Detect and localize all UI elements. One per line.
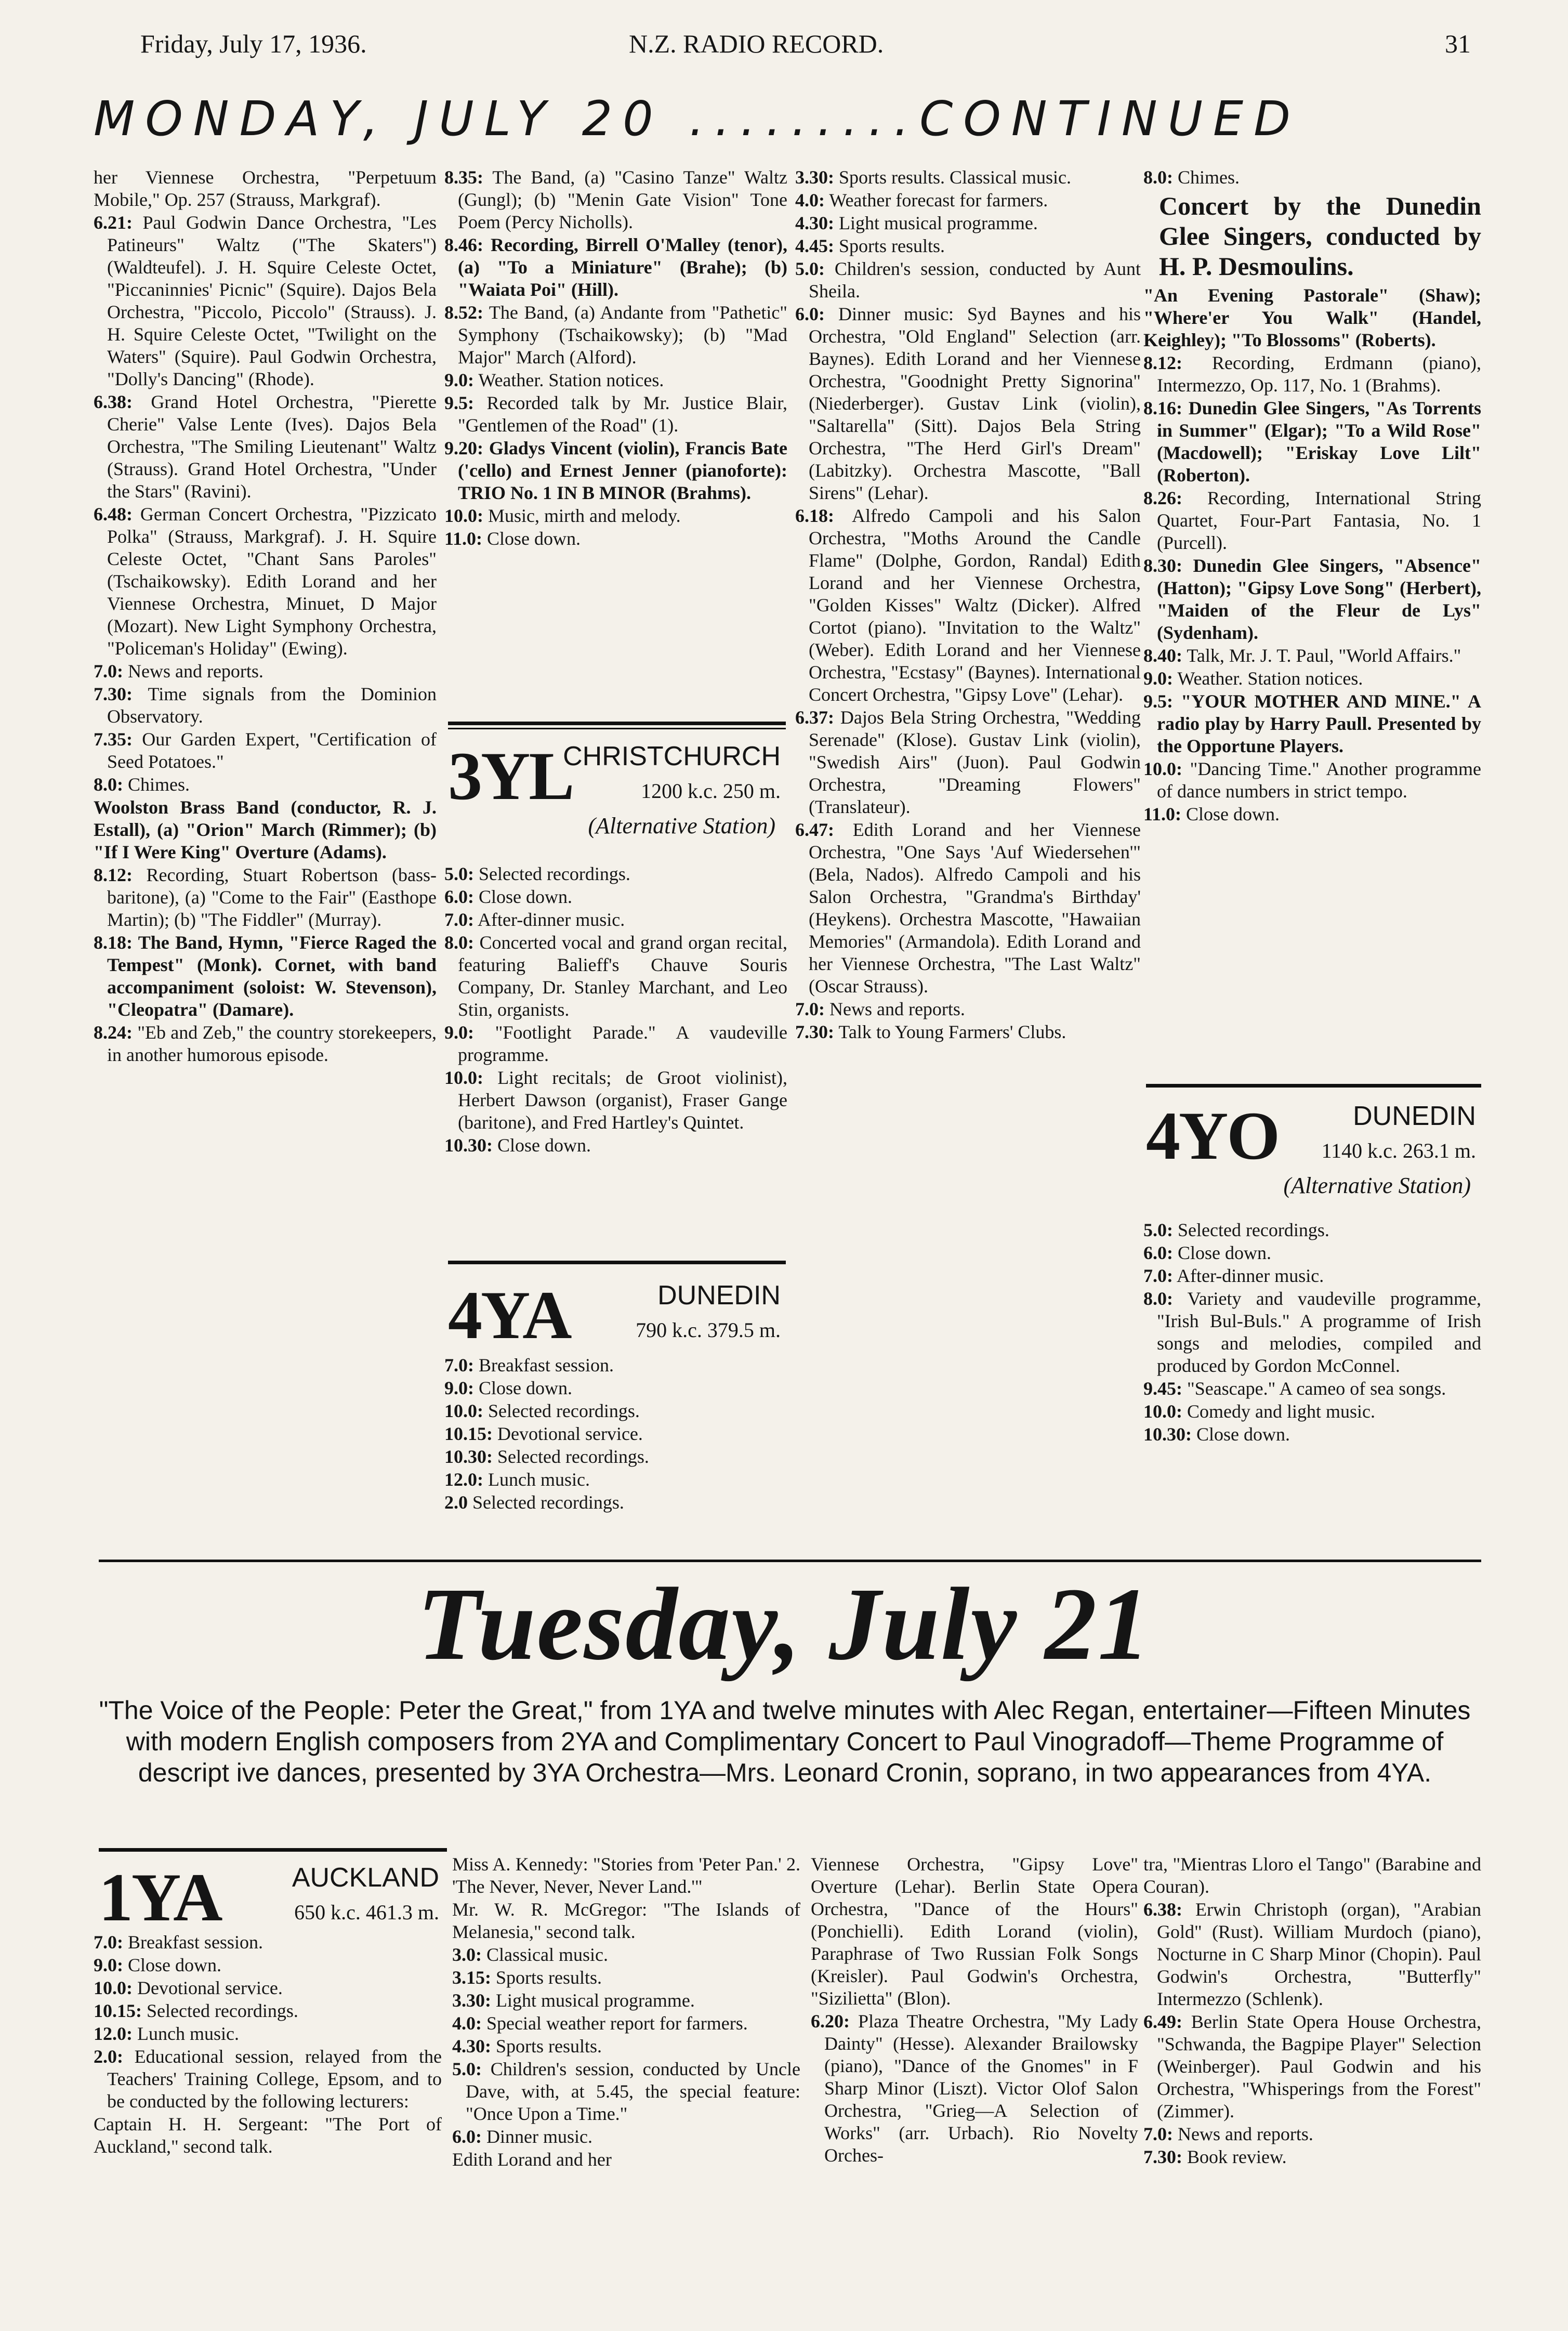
entry-time: 6.48: <box>94 504 133 525</box>
entry-time: 9.0: <box>94 1955 123 1975</box>
station-block-1ya <box>99 1851 444 1935</box>
entry-text: Berlin State Opera House Orchestra, "Schwanda, the Bagpipe Player" Selection (Weinberger). Paul Godwin and his Orchestra, "Whisperings from the Forest" (Zimmer). <box>1157 2011 1481 2122</box>
entry-time: 8.12: <box>1143 352 1182 373</box>
station-city: DUNEDIN <box>657 1280 781 1311</box>
entry-text: Paul Godwin Dance Orchestra, "Les Patineurs" Waltz ("The Skaters") (Waldteufel). J. H. Squire Celeste Octet, "Piccaninnies' Picnic" (Squire). Dajos Bela Orchestra, "Piccolo, Piccolo" (Strauss). J. H. Squire Celeste Octet, "Twilight on the Waters" (Squire). Paul Godwin Orchestra, "Dolly's Dancing" (Rhode). <box>107 212 437 389</box>
programme-entry <box>1143 2123 1481 2145</box>
entry-time: 10.0: <box>1143 1401 1182 1422</box>
programme-entry <box>444 886 787 908</box>
station-city: AUCKLAND <box>292 1863 439 1893</box>
entry-time: 9.0: <box>444 1022 474 1043</box>
programme-entry <box>444 1469 787 1491</box>
entry-time: 3.0: <box>452 1944 482 1965</box>
entry-time: 6.47: <box>795 819 834 840</box>
entry-text: Concerted vocal and grand organ recital, featuring Balieff's Chauve Souris Company, Dr. Stanley Marchant, and Leo Stin, organists. <box>458 932 787 1020</box>
programme-entry <box>1143 555 1481 644</box>
entry-text: Dunedin Glee Singers, "Absence" (Hatton); "Gipsy Love Song" (Herbert), "Maiden of the Fleur de Lys" (Sydenham). <box>1157 555 1481 643</box>
entry-time: 8.35: <box>444 167 483 188</box>
programme-entry <box>94 2046 442 2113</box>
programme-entry <box>795 166 1141 189</box>
day-banner: MONDAY, JULY 20 .........CONTINUED <box>94 91 1301 147</box>
programme-entry <box>94 683 437 728</box>
entry-text: Gladys Vincent (violin), Francis Bate ('cello) and Ernest Jenner (pianoforte): TRIO No. 1 IN B MINOR (Brahms). <box>458 438 787 503</box>
entry-text: Chimes. <box>128 774 190 795</box>
entry-text: Dinner music: Syd Baynes and his Orchestra, "Old England" Selection (arr. Baynes). Edith Lorand and her Viennese Orchestra, "Goodnight Pretty Signorina" (Niederberger). Gustav Link (violin), "Saltarella" (Sitt). Dajos Bela String Orchestra, "The Herd Girl's Dream" (Labitzky). Orchestra Mascotte, "Ball Sirens" (Lehar). <box>809 304 1141 503</box>
programme-entry <box>1143 1400 1481 1423</box>
entry-time: 8.0: <box>1143 167 1173 188</box>
entry-text: Close down. <box>1196 1424 1290 1445</box>
programme-entry <box>452 2126 800 2148</box>
entry-text: Close down. <box>479 886 572 907</box>
entry-time: 8.30: <box>1143 555 1182 576</box>
entry-text: Viennese Orchestra, "Gipsy Love" Overture (Lehar). Berlin State Opera Orchestra, "Dance of the Hours" (Ponchielli). Edith Lorand (violin), Paraphrase of Two Russian Folk Songs (Kreisler). Paul Godwin's Orchestra, "Sizilietta" (Blon). <box>811 1854 1138 2009</box>
entry-time: 4.45: <box>795 235 834 256</box>
programme-entry <box>94 1931 442 1954</box>
entry-time: 4.0: <box>795 190 825 211</box>
programme-entry <box>1143 166 1481 189</box>
programme-entry <box>444 1067 787 1134</box>
entry-text: News and reports. <box>829 999 965 1019</box>
programme-entry <box>795 235 1141 257</box>
programme-entry <box>795 505 1141 706</box>
entry-text: German Concert Orchestra, "Pizzicato Polka" (Strauss, Markgraf). J. H. Squire Celeste Octet, "Chant Sans Paroles" (Tschaikowsky). Edith Lorand and her Viennese Orchestra, Minuet, D Major (Mozart). New Light Symphony Orchestra, "Policeman's Holiday" (Ewing). <box>107 504 437 659</box>
programme-entry <box>452 2058 800 2125</box>
programme-entry <box>795 819 1141 998</box>
entry-time: 8.24: <box>94 1022 133 1043</box>
programme-entry <box>444 1446 787 1468</box>
entry-time: 6.37: <box>795 707 834 728</box>
monday-column-4-bottom <box>1143 1219 1481 1552</box>
entry-time: 7.0: <box>94 1932 123 1953</box>
entry-time: 9.5: <box>444 392 474 413</box>
station-code: 3YL <box>448 738 573 814</box>
entry-text: Light recitals; de Groot violinist), Herbert Dawson (organist), Fraser Gange (baritone), and Fred Hartley's Quintet. <box>458 1067 787 1133</box>
programme-entry <box>444 932 787 1021</box>
programme-entry <box>452 2012 800 2035</box>
programme-entry <box>444 1134 787 1157</box>
programme-entry <box>444 234 787 301</box>
programme-entry <box>795 1021 1141 1043</box>
entry-text: Classical music. <box>486 1944 608 1965</box>
station-block-4yo <box>1146 1089 1481 1203</box>
entry-text: News and reports. <box>128 661 263 682</box>
entry-time: 4.0: <box>452 2013 482 2034</box>
programme-entry <box>452 1989 800 2012</box>
entry-time: 6.49: <box>1143 2011 1182 2032</box>
programme-entry <box>452 1967 800 1989</box>
entry-text: Book review. <box>1187 2146 1287 2167</box>
entry-time: 3.15: <box>452 1967 491 1988</box>
entry-time: 8.12: <box>94 865 133 885</box>
programme-entry <box>94 212 437 390</box>
monday-column-2-middle <box>444 863 787 1258</box>
entry-time: 9.0: <box>444 1378 474 1398</box>
entry-time: 9.0: <box>1143 668 1173 689</box>
tuesday-title: Tuesday, July 21 <box>417 1567 1151 1682</box>
entry-time: 5.0: <box>1143 1220 1173 1240</box>
entry-text: Weather forecast for farmers. <box>829 190 1048 211</box>
programme-entry <box>1143 1265 1481 1287</box>
entry-text: Breakfast session. <box>479 1355 614 1376</box>
entry-time: 12.0: <box>444 1469 483 1490</box>
programme-entry <box>94 864 437 931</box>
entry-time: 11.0: <box>444 528 483 549</box>
entry-text: Lunch music. <box>488 1469 590 1490</box>
entry-time: 6.21: <box>94 212 133 233</box>
entry-text: Grand Hotel Orchestra, "Pierette Cherie" Valse Lente (Ives). Dajos Bela Orchestra, "The Smiling Lieutenant" Waltz (Strauss). Grand Hotel Orchestra, "Under the Stars" (Ravini). <box>107 391 437 502</box>
station-frequency: 650 k.c. 461.3 m. <box>294 1901 439 1924</box>
entry-time: 7.0: <box>444 1355 474 1376</box>
programme-entry <box>94 2113 442 2158</box>
entry-time: 12.0: <box>94 2023 133 2044</box>
entry-text: Children's session, conducted by Uncle Dave, with, at 5.45, the special feature: "Once Upon a Time." <box>466 2059 800 2124</box>
programme-entry <box>1143 284 1481 351</box>
station-rule <box>448 722 786 725</box>
programme-entry <box>94 2000 442 2022</box>
entry-text: The Band, Hymn, "Fierce Raged the Tempest" (Monk). Cornet, with band accompaniment (soloist: W. Stevenson), "Cleopatra" (Damare). <box>107 932 437 1020</box>
entry-text: Sports results. <box>496 2036 602 2057</box>
entry-time: 10.0: <box>94 1978 133 1998</box>
programme-entry <box>444 1022 787 1066</box>
programme-entry <box>795 706 1141 818</box>
entry-time: 5.0: <box>452 2059 482 2079</box>
programme-entry <box>94 1022 437 1066</box>
entry-time: 4.30: <box>452 2036 491 2057</box>
station-rule <box>448 1261 786 1264</box>
programme-entry <box>444 392 787 437</box>
entry-time: 5.0: <box>444 863 474 884</box>
entry-text: "YOUR MOTHER AND MINE." A radio play by Harry Paull. Presented by the Opportune Players. <box>1157 691 1481 756</box>
tuesday-column-3 <box>811 1853 1138 2311</box>
entry-text: Alfredo Campoli and his Salon Orchestra, "Moths Around the Candle Flame" (Dolphe, Gordon, Randal) Edith Lorand and her Viennese Orchestra, "Golden Kisses" Waltz (Dicker). Alfred Cortot (piano). "Invitation to the Waltz" (Weber). Edith Lorand and her Viennese Orchestra, "Ecstasy" (Baynes). International Concert Orchestra, "Gipsy Love" (Lehar). <box>809 505 1141 705</box>
entry-text: Captain H. H. Sergeant: "The Port of Auckland," second talk. <box>94 2114 442 2157</box>
programme-entry <box>1143 397 1481 487</box>
entry-text: Recording, Erdmann (piano), Intermezzo, Op. 117, No. 1 (Brahms). <box>1157 352 1481 396</box>
entry-time: 8.46: <box>444 234 483 255</box>
entry-text: Selected recordings. <box>497 1446 649 1467</box>
station-code: 1YA <box>99 1859 221 1935</box>
programme-entry <box>94 728 437 773</box>
programme-entry <box>1143 2011 1481 2123</box>
entry-text: Talk, Mr. J. T. Paul, "World Affairs." <box>1187 645 1461 666</box>
entry-text: Breakfast session. <box>128 1932 263 1953</box>
entry-time: 8.52: <box>444 302 483 323</box>
programme-entry <box>444 1354 787 1377</box>
entry-text: Our Garden Expert, "Certification of Seed Potatoes." <box>107 729 437 772</box>
entry-text: Woolston Brass Band (conductor, R. J. Estall), (a) "Orion" March (Rimmer); (b) "If I Were King" Overture (Adams). <box>94 797 437 862</box>
entry-time: 10.0: <box>444 505 483 526</box>
entry-text: After-dinner music. <box>1177 1265 1324 1286</box>
programme-entry <box>444 369 787 391</box>
programme-entry <box>1143 487 1481 554</box>
entry-text: "Dancing Time." Another programme of dance numbers in strict tempo. <box>1157 758 1481 802</box>
entry-text: Time signals from the Dominion Observatory. <box>107 684 437 727</box>
entry-text: Miss A. Kennedy: "Stories from 'Peter Pan.' 2. 'The Never, Never, Never Land.'" <box>452 1854 800 1897</box>
programme-entry <box>1143 1242 1481 1264</box>
monday-column-2-bottom <box>444 1354 787 1541</box>
entry-time: 10.15: <box>94 2000 142 2021</box>
entry-text: Talk to Young Farmers' Clubs. <box>838 1022 1066 1042</box>
entry-text: Close down. <box>1178 1242 1271 1263</box>
entry-time: 11.0: <box>1143 804 1182 824</box>
entry-text: Chimes. <box>1178 167 1240 188</box>
entry-text: Close down. <box>128 1955 221 1975</box>
programme-entry <box>94 1977 442 1999</box>
programme-entry <box>1143 352 1481 397</box>
entry-time: 8.0: <box>1143 1288 1173 1309</box>
entry-text: Light musical programme. <box>839 213 1038 233</box>
entry-text: "Eb and Zeb," the country storekeepers, in another humorous episode. <box>107 1022 437 1065</box>
entry-text: Sports results. <box>496 1967 602 1988</box>
entry-text: Music, mirth and melody. <box>488 505 681 526</box>
programme-entry <box>1143 2146 1481 2168</box>
entry-text: Lunch music. <box>137 2023 239 2044</box>
entry-time: 7.0: <box>1143 1265 1173 1286</box>
programme-entry <box>795 212 1141 234</box>
entry-time: 2.0: <box>94 2046 123 2067</box>
entry-time: 4.30: <box>795 213 834 233</box>
entry-text: Selected recordings. <box>479 863 630 884</box>
publication-name: N.Z. RADIO RECORD. <box>629 29 884 58</box>
entry-text: Comedy and light music. <box>1187 1401 1375 1422</box>
entry-text: Close down. <box>1186 804 1280 824</box>
entry-time: 9.20: <box>444 438 483 459</box>
entry-text: Close down. <box>479 1378 572 1398</box>
entry-time: 8.0: <box>94 774 123 795</box>
programme-entry <box>795 189 1141 212</box>
programme-entry <box>452 2035 800 2058</box>
entry-time: 6.0: <box>795 304 825 324</box>
entry-text: The Band, (a) Andante from "Pathetic" Symphony (Tschaikowsky); (b) "Mad Major" March (Alford). <box>458 302 787 368</box>
entry-time: 8.26: <box>1143 488 1182 508</box>
entry-time: 9.5: <box>1143 691 1173 712</box>
entry-time: 10.15: <box>444 1423 493 1444</box>
entry-text: Dinner music. <box>486 2126 592 2147</box>
entry-time: 8.0: <box>444 932 474 953</box>
entry-time: 8.16: <box>1143 398 1182 418</box>
programme-entry <box>444 1423 787 1445</box>
entry-time: 3.30: <box>795 167 834 188</box>
entry-text: Close down. <box>487 528 581 549</box>
station-frequency: 1140 k.c. 263.1 m. <box>1321 1139 1476 1162</box>
programme-entry <box>444 528 787 550</box>
station-code: 4YO <box>1146 1097 1279 1174</box>
entry-text: Selected recordings. <box>472 1492 624 1513</box>
entry-text: Recording, Birrell O'Malley (tenor), (a) "To a Miniature" (Brahe); (b) "Waiata Poi" (Hill). <box>458 234 787 300</box>
entry-time: 7.30: <box>1143 2146 1182 2167</box>
entry-text: Edith Lorand and her Viennese Orchestra, "One Says 'Auf Wiedersehen'" (Bela, Nados). Alfredo Campoli and his Salon Orchestra, "Grandma's Birthday' (Heykens). Orchestra Mascotte, "Hawaiian Memories" (Armandola). Edith Lorand and her Viennese Orchestra, "The Last Waltz" (Oscar Strauss). <box>809 819 1141 997</box>
programme-entry <box>1143 758 1481 803</box>
entry-time: 7.30: <box>795 1022 834 1042</box>
entry-time: 9.0: <box>444 370 474 390</box>
entry-text: Variety and vaudeville programme, "Irish Bul-Buls." A programme of Irish songs and melodies, compiled and produced by Gordon McConnel. <box>1157 1288 1481 1376</box>
programme-entry <box>94 774 437 796</box>
entry-text: Light musical programme. <box>496 1990 695 2011</box>
entry-time: 7.0: <box>444 909 474 930</box>
entry-text: Selected recordings. <box>488 1400 640 1421</box>
programme-entry <box>1143 1853 1481 1898</box>
entry-text: Sports results. <box>839 235 945 256</box>
programme-entry <box>1143 803 1481 826</box>
station-alternative-label: (Alternative Station) <box>1283 1173 1471 1198</box>
programme-entry <box>444 302 787 369</box>
entry-text: Children's session, conducted by Aunt Sheila. <box>809 258 1141 302</box>
entry-time: 7.0: <box>94 661 123 682</box>
entry-time: 10.30: <box>444 1446 493 1467</box>
programme-entry <box>1143 645 1481 667</box>
entry-text: Weather. Station notices. <box>478 370 664 390</box>
page-number: 31 <box>1445 29 1471 58</box>
entry-text: Mr. W. R. McGregor: "The Islands of Melanesia," second talk. <box>452 1899 800 1942</box>
entry-text: tra, "Mientras Lloro el Tango" (Barabine and Couran). <box>1143 1854 1481 1897</box>
entry-time: 5.0: <box>795 258 825 279</box>
programme-entry <box>444 505 787 527</box>
entry-time: 7.0: <box>795 999 825 1019</box>
station-city: CHRISTCHURCH <box>563 741 781 771</box>
programme-entry <box>94 796 437 863</box>
entry-text: Devotional service. <box>137 1978 283 1998</box>
programme-entry <box>1143 1423 1481 1446</box>
programme-entry <box>452 1853 800 1898</box>
station-block-3yl <box>448 728 786 844</box>
entry-text: Dunedin Glee Singers, "As Torrents in Summer" (Elgar); "To a Wild Rose" (Macdowell); "Eriskay Love Lilt" (Roberton). <box>1157 398 1481 486</box>
programme-entry <box>94 166 437 211</box>
programme-entry <box>452 1898 800 1943</box>
entry-time: 6.18: <box>795 505 834 526</box>
station-alternative-label: (Alternative Station) <box>588 813 775 839</box>
entry-text: The Band, (a) "Casino Tanze" Waltz (Gungl); (b) "Menin Gate Vision" Tone Poem (Percy Nicholls). <box>458 167 787 232</box>
programme-entry <box>444 166 787 233</box>
concert-feature-heading: Concert by the Dunedin Glee Singers, conducted by H. P. Desmoulins. <box>1159 191 1481 281</box>
entry-time: 10.30: <box>444 1135 493 1156</box>
tuesday-column-1 <box>94 1931 442 2311</box>
entry-time: 8.40: <box>1143 645 1182 666</box>
programme-entry <box>1143 667 1481 690</box>
entry-time: 8.18: <box>94 932 133 953</box>
entry-time: 6.0: <box>444 886 474 907</box>
programme-entry <box>444 1377 787 1399</box>
entry-text: "Footlight Parade." A vaudeville programme. <box>458 1022 787 1065</box>
entry-time: 9.45: <box>1143 1378 1182 1399</box>
programme-entry <box>1143 1378 1481 1400</box>
station-city: DUNEDIN <box>1353 1101 1476 1131</box>
entry-time: 6.38: <box>94 391 133 412</box>
programme-entry <box>795 998 1141 1020</box>
entry-time: 10.0: <box>1143 758 1182 779</box>
entry-text: Close down. <box>497 1135 591 1156</box>
programme-entry <box>1143 1288 1481 1377</box>
entry-time: 2.0 <box>444 1492 468 1513</box>
entry-text: Selected recordings. <box>1178 1220 1329 1240</box>
entry-text: Educational session, relayed from the Teachers' Training College, Epsom, and to be conducted by the following lecturers: <box>107 2046 442 2112</box>
programme-entry <box>811 1853 1138 2010</box>
entry-time: 10.0: <box>444 1400 483 1421</box>
entry-time: 3.30: <box>452 1990 491 2011</box>
entry-text: Plaza Theatre Orchestra, "My Lady Dainty" (Hesse). Alexander Brailowsky (piano), "Dance of the Gnomes" in F Sharp Minor (Liszt). Victor Olof Salon Orchestra, "Grieg—A Selection of Works" (arr. Urbach). Rio Novelty Orches- <box>824 2011 1138 2166</box>
programme-entry <box>444 1491 787 1514</box>
entry-time: 7.30: <box>94 684 133 704</box>
programme-entry <box>94 503 437 660</box>
programme-entry <box>444 863 787 885</box>
programme-entry <box>795 303 1141 504</box>
entry-text: Selected recordings. <box>147 2000 298 2021</box>
monday-column-1 <box>94 166 437 1554</box>
station-frequency: 1200 k.c. 250 m. <box>641 779 781 803</box>
entry-time: 6.38: <box>1143 1899 1182 1920</box>
monday-column-4 <box>1143 166 1481 1066</box>
entry-text: News and reports. <box>1178 2124 1313 2144</box>
entry-time: 7.35: <box>94 729 133 750</box>
entry-text: Dajos Bela String Orchestra, "Wedding Serenade" (Klose). Gustav Link (violin), "Swedish Airs" (Juon). Paul Godwin Orchestra, "Dreaming Flowers" (Translateur). <box>809 707 1141 817</box>
programme-entry <box>444 1400 787 1422</box>
programme-entry <box>94 391 437 503</box>
entry-text: Recording, Stuart Robertson (bass-baritone), (a) "Come to the Fair" (Easthope Martin); (b) "The Fiddler" (Murray). <box>107 865 437 930</box>
programme-entry <box>444 437 787 504</box>
entry-time: 10.0: <box>444 1067 483 1088</box>
page-header <box>140 29 1471 65</box>
entry-text: "Seascape." A cameo of sea songs. <box>1187 1378 1446 1399</box>
entry-text: Weather. Station notices. <box>1177 668 1363 689</box>
entry-time: 6.0: <box>1143 1242 1173 1263</box>
entry-time: 6.20: <box>811 2011 850 2032</box>
programme-entry <box>1143 690 1481 757</box>
entry-text: Recording, International String Quartet, Four-Part Fantasia, No. 1 (Purcell). <box>1157 488 1481 553</box>
entry-text: Erwin Christoph (organ), "Arabian Gold" (Rust). William Murdoch (piano), Nocturne in C Sharp Minor (Chopin). Paul Godwin's Orchestra, "Butterfly" Intermezzo (Schlenk). <box>1157 1899 1481 2009</box>
entry-text: Special weather report for farmers. <box>486 2013 748 2034</box>
entry-text: Devotional service. <box>497 1423 643 1444</box>
tuesday-column-2 <box>452 1853 800 2311</box>
station-rule <box>1146 1084 1481 1088</box>
programme-entry <box>1143 1219 1481 1241</box>
entry-text: her Viennese Orchestra, "Perpetuum Mobile," Op. 257 (Strauss, Markgraf). <box>94 167 437 210</box>
programme-entry <box>94 660 437 683</box>
entry-time: 10.30: <box>1143 1424 1192 1445</box>
tuesday-highlights: "The Voice of the People: Peter the Great," from 1YA and twelve minutes with Alec Regan, entertainer—Fifteen Minutes with modern English composers from 2YA and Complimentary Concert to Paul Vinogradoff—Theme Programme of descript ive dances, presented by 3YA Orchestra—Mrs. Leonard Cronin, soprano, in two appearances from 4YA. <box>99 1696 1471 1787</box>
monday-column-3 <box>795 166 1141 1554</box>
programme-entry <box>94 1954 442 1976</box>
monday-column-2-top <box>444 166 787 707</box>
programme-entry <box>1143 1898 1481 2010</box>
programme-entry <box>94 932 437 1021</box>
issue-date: Friday, July 17, 1936. <box>140 29 367 58</box>
entry-text: Edith Lorand and her <box>452 2149 612 2170</box>
entry-text: Recorded talk by Mr. Justice Blair, "Gentlemen of the Road" (1). <box>458 392 787 436</box>
entry-text: After-dinner music. <box>478 909 625 930</box>
station-block-4ya <box>448 1268 786 1353</box>
programme-entry <box>452 2149 800 2171</box>
tuesday-column-4 <box>1143 1853 1481 2311</box>
entry-time: 7.0: <box>1143 2124 1173 2144</box>
entry-text: "An Evening Pastorale" (Shaw); "Where'er You Walk" (Handel, Keighley); "To Blossoms" (Roberts). <box>1143 285 1481 350</box>
entry-text: Sports results. Classical music. <box>839 167 1071 188</box>
station-code: 4YA <box>448 1277 571 1353</box>
programme-entry <box>94 2023 442 2045</box>
programme-entry <box>795 258 1141 303</box>
station-frequency: 790 k.c. 379.5 m. <box>636 1318 781 1342</box>
programme-entry <box>444 909 787 931</box>
entry-time: 6.0: <box>452 2126 482 2147</box>
programme-entry <box>811 2010 1138 2167</box>
programme-entry <box>452 1944 800 1966</box>
